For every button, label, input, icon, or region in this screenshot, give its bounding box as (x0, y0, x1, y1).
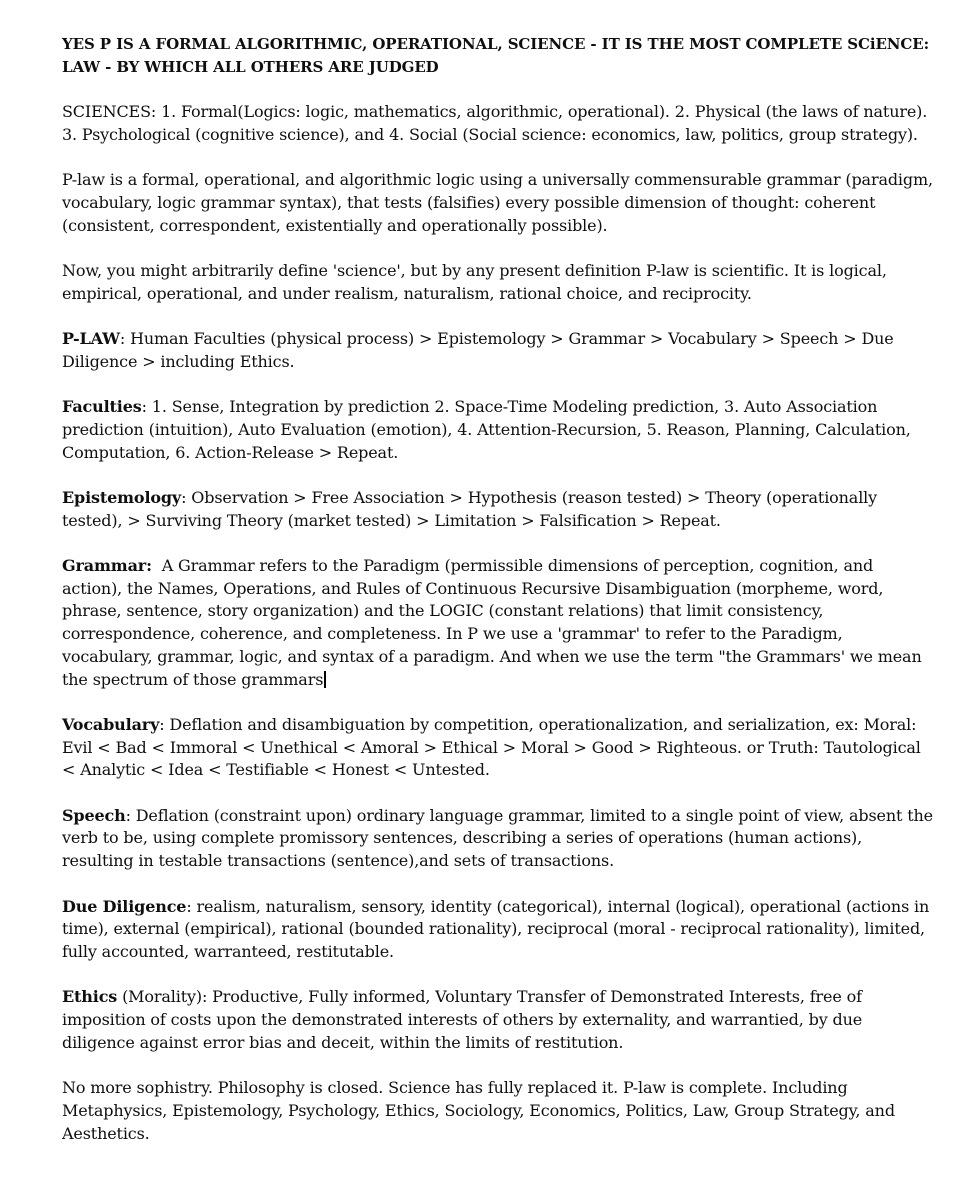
paragraph-science-definition[interactable] (62, 260, 934, 305)
paragraph-lead: Vocabulary (62, 714, 160, 734)
paragraph-text: P-law is a formal, operational, and algorithmic logic using a universally commensurable grammar (paradigm, vocabulary, logic grammar syntax), that tests (falsifies) every possible dimension of thought: coherent (consistent, correspondent, existentially and operationally possible). (62, 170, 938, 235)
paragraph-epistemology[interactable] (62, 487, 934, 532)
paragraph-lead: Ethics (62, 987, 118, 1007)
paragraph-text: No more sophistry. Philosophy is closed. Science has fully replaced it. P-law is complete. Including Metaphysics, Epistemology, Psychology, Ethics, Sociology, Economics, Politics, Law, Group Strategy, and Aesthetics. (62, 1078, 900, 1143)
paragraph-text: : Observation > Free Association > Hypothesis (reason tested) > Theory (operationally tested), > Surviving Theory (market tested) > Limitation > Falsification > Repeat. (62, 487, 882, 530)
text-cursor (324, 671, 326, 688)
paragraph-grammar[interactable] (62, 555, 934, 691)
paragraph-text: : Deflation and disambiguation by competition, operationalization, and serialization, ex: Moral: Evil < Bad < Immoral < Unethical < Amoral > Ethical > Moral > Good > Righteous. or Truth: Tautological < Analytic < Idea < Testifiable < Honest < Untested. (62, 714, 926, 780)
paragraph-text: : realism, naturalism, sensory, identity (categorical), internal (logical), operational (actions in time), external (empirical), rational (bounded rationality), reciprocal (moral - reciprocal rationality), limited, fully accounted, warranteed, restitutable. (62, 896, 935, 961)
paragraph-text: (Morality): Productive, Fully informed, Voluntary Transfer of Demonstrated Interests, free of imposition of costs upon the demonstrated interests of others by externality, and warrantied, by due diligence against error bias and deceit, within the limits of restitution. (62, 987, 868, 1052)
paragraph-text: A Grammar refers to the Paradigm (permissible dimensions of perception, cognition, and action), the Names, Operations, and Rules of Continuous Recursive Disambiguation (morpheme, word, phrase, sentence, story organization) and the LOGIC (constant relations) that limit consistency, correspondence, coherence, and completeness. In P we use a 'grammar' to refer to the Paradigm, vocabulary, grammar, logic, and syntax of a paradigm. And when we use the term "the Grammars' we mean the spectrum of those grammars (62, 556, 927, 689)
document-body[interactable] (62, 33, 938, 1145)
paragraph-p-law-chain[interactable] (62, 328, 934, 373)
paragraph-text: Now, you might arbitrarily define 'science', but by any present definition P-law is scientific. It is logical, empirical, operational, and under realism, naturalism, rational choice, and reciprocity. (62, 260, 892, 303)
paragraph-p-law-description[interactable] (62, 169, 938, 237)
paragraph-ethics[interactable] (62, 986, 934, 1054)
paragraph-text: : 1. Sense, Integration by prediction 2. Space-Time Modeling prediction, 3. Auto Association prediction (intuition), Auto Evaluation (emotion), 4. Attention-Recursion, 5. Reason, Planning, Calculation, Computation, 6. Action-Release > Repeat. (62, 397, 916, 462)
paragraph-vocabulary[interactable] (62, 714, 934, 782)
paragraph-lead: P-LAW (62, 329, 120, 349)
paragraph-closing[interactable] (62, 1077, 934, 1145)
document-title[interactable]: YES P IS A FORMAL ALGORITHMIC, OPERATIONAL, SCIENCE - IT IS THE MOST COMPLETE SCiENCE: LAW - BY WHICH ALL OTHERS ARE JUDGED (62, 35, 935, 76)
paragraph-lead: Faculties (62, 397, 142, 417)
paragraph-due-diligence[interactable] (62, 896, 934, 964)
paragraph-speech[interactable] (62, 805, 938, 873)
paragraph-text: : Deflation (constraint upon) ordinary language grammar, limited to a single point of view, absent the verb to be, using complete promissory sentences, describing a series of operations (human actions), resulting in testable transactions (sentence),and sets of transactions. (62, 805, 938, 871)
paragraph-sciences[interactable] (62, 101, 934, 146)
paragraph-faculties[interactable] (62, 396, 934, 464)
paragraph-lead: Due Diligence (62, 896, 187, 916)
paragraph-lead: Speech (62, 805, 126, 825)
paragraph-text: : Human Faculties (physical process) > Epistemology > Grammar > Vocabulary > Speech > Due Diligence > including Ethics. (62, 329, 899, 371)
paragraph-text: SCIENCES: 1. Formal(Logics: logic, mathematics, algorithmic, operational). 2. Physical (the laws of nature). 3. Psychological (cognitive science), and 4. Social (Social science: economics, law, politics, group strategy). (62, 102, 933, 144)
paragraph-lead: Epistemology (62, 487, 182, 507)
paragraph-lead: Grammar: (62, 556, 152, 576)
